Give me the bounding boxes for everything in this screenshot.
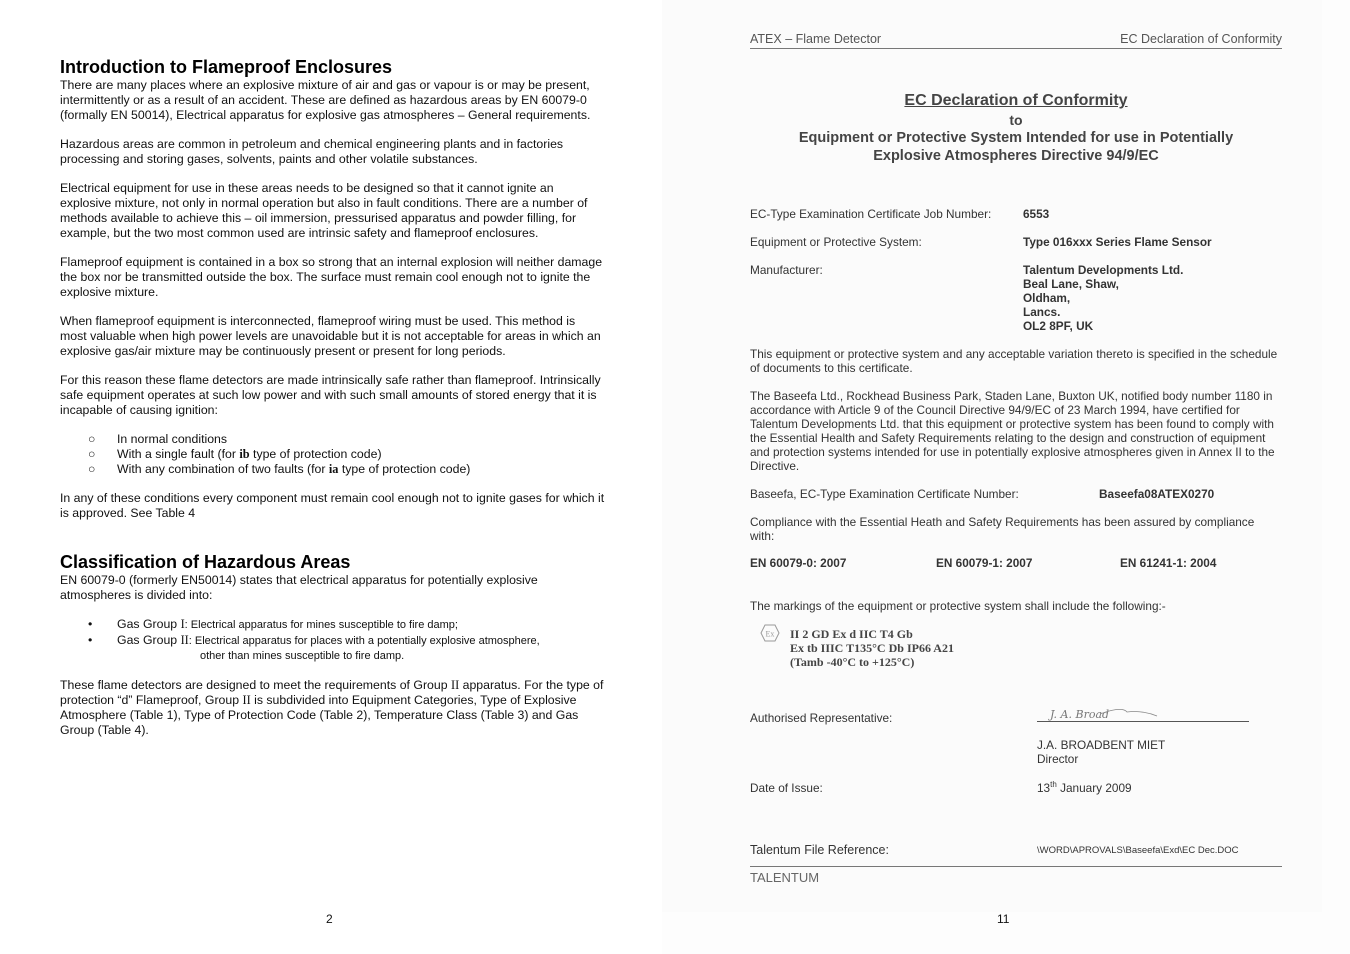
list-item: • Gas Group I: Electrical apparatus for mines susceptible to fire damp;	[88, 617, 458, 631]
gas-group-list	[60, 617, 605, 664]
paragraph: These flame detectors are designed to meet the requirements of Group II apparatus. For the type of protection “d” Flameproof, Group II is subdivided into Equipment Categories, Type of Explosive Atmosphere (Table 1), Type of Protection Code (Table 2), Temperature Class (Table 3) and Gas Group (Table 4).	[60, 678, 604, 737]
paragraph: Hazardous areas are common in petroleum and chemical engineering plants and in factories processing and storing gases, solvents, paints and other volatile substances.	[60, 137, 564, 166]
certificate-number-label: Baseefa, EC-Type Examination Certificate Number:	[750, 487, 1019, 501]
page-footer	[750, 866, 1282, 885]
paragraph: The Baseefa Ltd., Rockhead Business Park, Staden Lane, Buxton UK, notified body number 1180 in accordance with Article 9 of the Council Directive 94/9/EC of 23 March 1994, have certified for Talentum Developments Ltd. that this equipment or protective system has been found to comply with the Essential Health and Safety Requirements relating to the design and construction of equipment and protection systems intended for use in potentially explosive atmospheres given in Annex II to the Directive.	[750, 389, 1275, 473]
list-item: ○ With any combination of two faults (for ia type of protection code)	[88, 462, 471, 476]
manufacturer-address: Talentum Developments Ltd. Beal Lane, Shaw, Oldham, Lancs. OL2 8PF, UK	[1023, 263, 1184, 333]
certificate-number-value: Baseefa08ATEX0270	[1099, 487, 1215, 501]
manufacturer-label: Manufacturer:	[750, 263, 823, 277]
svg-text:Ex: Ex	[765, 629, 775, 639]
footer-company: TALENTUM	[750, 870, 820, 885]
paragraph: EN 60079-0 (formerly EN50014) states that electrical apparatus for potentially explosive atmospheres is divided into:	[60, 573, 538, 602]
paragraph: The markings of the equipment or protective system shall include the following:-	[750, 599, 1166, 613]
bullet-icon: •	[88, 633, 93, 647]
list-item: ○ With a single fault (for ib type of protection code)	[88, 447, 382, 461]
ex-hexagon-icon	[760, 624, 780, 642]
right-page	[662, 0, 1350, 954]
authorised-rep-label: Authorised Representative:	[750, 711, 893, 725]
paragraph: Compliance with the Essential Heath and Safety Requirements has been assured by compliance with:	[750, 515, 1255, 543]
bullet-icon: •	[88, 617, 93, 631]
signature-line	[1037, 721, 1249, 722]
svg-text:J. A. Broad: J. A. Broad	[1050, 708, 1110, 721]
job-number-value: 6553	[1023, 207, 1050, 221]
paragraph: Flameproof equipment is contained in a box so strong that an internal explosion will neither damage the box nor be transmitted outside the box. The surface must remain cool enough not to ignite the explosive mixture.	[60, 255, 603, 299]
equipment-marking: II 2 GD Ex d IIC T4 Gb Ex tb IIIC T135°C Db IP66 A21 (Tamb -40°C to +125°C)	[790, 627, 954, 669]
date-value: 13th January 2009	[1037, 780, 1132, 795]
circle-bullet-icon: ○	[88, 432, 96, 446]
equipment-label: Equipment or Protective System:	[750, 235, 922, 249]
header-left: ATEX – Flame Detector	[750, 32, 882, 46]
left-page	[0, 0, 662, 954]
page-header	[750, 32, 1282, 49]
condition-list	[60, 432, 605, 477]
page-number: 2	[326, 912, 333, 926]
paragraph: In any of these conditions every component must remain cool enough not to ignite gases for which it is approved. See Table 4	[60, 491, 605, 520]
header-right: EC Declaration of Conformity	[1120, 32, 1282, 46]
declaration-subtitle: Equipment or Protective System Intended for use in Potentially	[798, 130, 1234, 146]
representative-name: J.A. BROADBENT MIET	[1037, 738, 1166, 752]
section-heading-classification: Classification of Hazardous Areas	[60, 552, 351, 572]
declaration-subtitle: Explosive Atmospheres Directive 94/9/EC	[873, 148, 1159, 164]
list-item: ○ In normal conditions	[88, 432, 228, 446]
standard: EN 60079-0: 2007	[750, 556, 847, 570]
file-reference-label: Talentum File Reference:	[750, 843, 889, 857]
standard: EN 60079-1: 2007	[936, 556, 1033, 570]
paragraph: This equipment or protective system and any acceptable variation thereto is specified in the schedule of documents to this certificate.	[750, 347, 1278, 375]
declaration-to: to	[1009, 112, 1023, 128]
job-number-label: EC-Type Examination Certificate Job Number:	[750, 207, 992, 221]
equipment-value: Type 016xxx Series Flame Sensor	[1023, 235, 1212, 249]
standard: EN 61241-1: 2004	[1120, 556, 1217, 570]
file-reference-value: \WORD\APROVALS\Baseefa\Exd\EC Dec.DOC	[1037, 845, 1239, 856]
representative-title: Director	[1037, 752, 1079, 766]
paragraph: When flameproof equipment is interconnected, flameproof wiring must be used. This method is most valuable when high power levels are unavoidable but it is not acceptable for areas in which an explosive gas/air mixture may be continuously present or present for long periods.	[60, 314, 601, 358]
circle-bullet-icon: ○	[88, 462, 96, 476]
list-item: • Gas Group II: Electrical apparatus for places with a potentially explosive atmosphere, other than mines susceptible to fire damp.	[88, 633, 540, 662]
paragraph: There are many places where an explosive mixture of air and gas or vapour is or may be present, intermittently or as a result of an accident. These are defined as hazardous areas by EN 60079-0 (formally EN 50014), Electrical apparatus for explosive gas atmospheres – General requirements.	[60, 78, 591, 122]
paragraph: For this reason these flame detectors are made intrinsically safe rather than flameproof. Intrinsically safe equipment operates at such low power and with such small amounts of stored energy that it is incapable of causing ignition:	[60, 373, 601, 417]
declaration-title-block	[750, 90, 1282, 165]
section-heading-flameproof: Introduction to Flameproof Enclosures	[60, 57, 393, 77]
page-number: 11	[997, 912, 1010, 926]
paragraph: Electrical equipment for use in these areas needs to be designed so that it cannot ignite an explosive mixture, not only in normal operation but also in fault conditions. There are a number of methods available to achieve this – oil immersion, pressurised apparatus and powder filling, for example, but the two most common used are intrinsic safety and flameproof enclosures.	[60, 181, 588, 240]
representative	[1037, 738, 1165, 766]
declaration-title: EC Declaration of Conformity	[904, 92, 1128, 109]
date-label: Date of Issue:	[750, 781, 823, 795]
circle-bullet-icon: ○	[88, 447, 96, 461]
left-page-content	[60, 56, 605, 752]
